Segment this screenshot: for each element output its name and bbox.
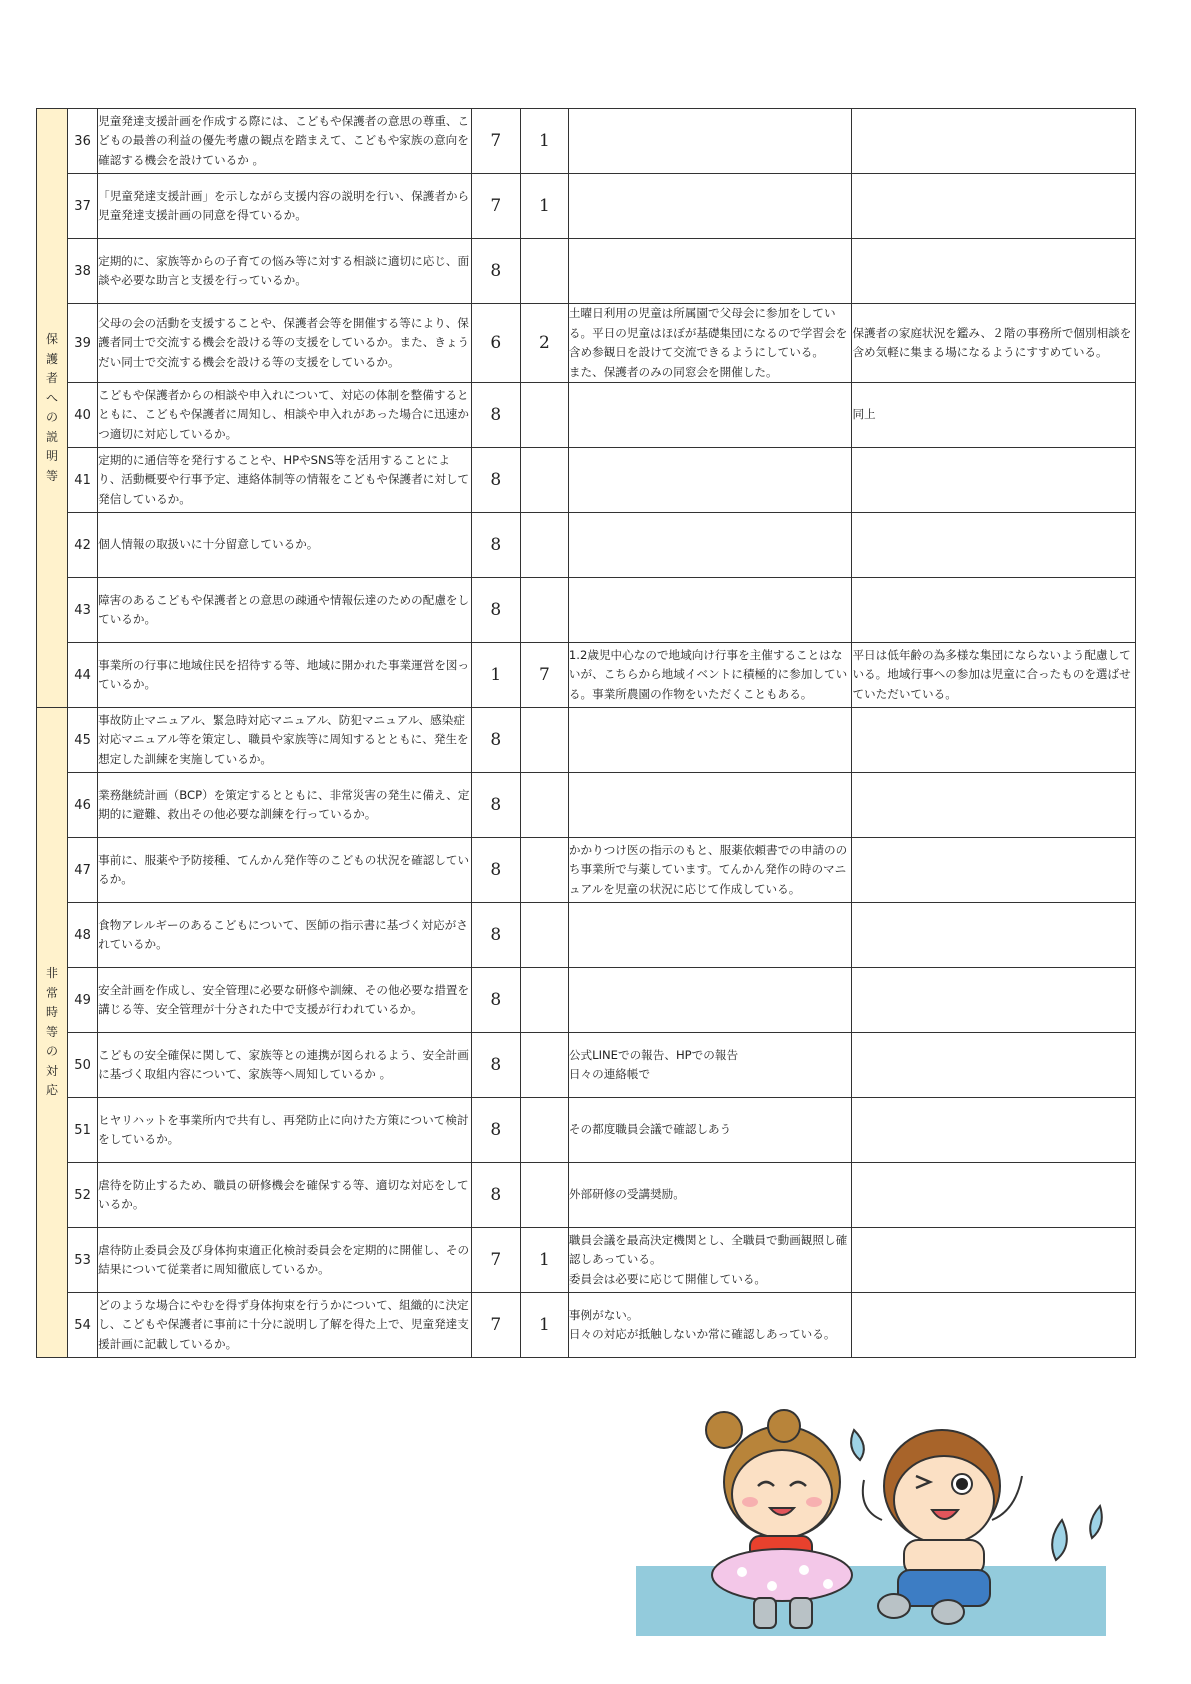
- no-count: 1: [520, 1228, 568, 1293]
- table-row: [37, 773, 1136, 838]
- no-count: 1: [520, 174, 568, 239]
- facility-comment: [568, 903, 852, 968]
- facility-comment: 1.2歳児中心なので地域向け行事を主催することはないが、こちらから地域イベントに積極的に参加している。事業所農園の作物をいただくこともある。: [568, 643, 852, 708]
- facility-comment: [568, 773, 852, 838]
- improvement-comment: [852, 773, 1136, 838]
- facility-comment: [568, 448, 852, 513]
- item-number: 40: [68, 383, 98, 448]
- table-row: [37, 838, 1136, 903]
- item-number: 42: [68, 513, 98, 578]
- yes-count: 8: [471, 578, 520, 643]
- no-count: [520, 838, 568, 903]
- facility-comment: [568, 383, 852, 448]
- improvement-comment: [852, 1033, 1136, 1098]
- category-cell: [37, 109, 68, 708]
- item-number: 48: [68, 903, 98, 968]
- question-text: 業務継続計画（BCP）を策定するとともに、非常災害の発生に備え、定期的に避難、救出その他必要な訓練を行っているか。: [98, 773, 472, 838]
- yes-count: 7: [471, 1228, 520, 1293]
- improvement-comment: [852, 109, 1136, 174]
- question-text: どのような場合にやむを得ず身体拘束を行うかについて、組織的に決定し、こどもや保護者に事前に十分に説明し了解を得た上で、児童発達支援計画に記載しているか。: [98, 1293, 472, 1358]
- improvement-comment: [852, 838, 1136, 903]
- improvement-comment: [852, 448, 1136, 513]
- no-count: [520, 1098, 568, 1163]
- improvement-comment: [852, 513, 1136, 578]
- children-swimming-illustration: [632, 1390, 1132, 1640]
- question-text: 障害のあるこどもや保護者との意思の疎通や情報伝達のための配慮をしているか。: [98, 578, 472, 643]
- no-count: 1: [520, 109, 568, 174]
- facility-comment: その都度職員会議で確認しあう: [568, 1098, 852, 1163]
- evaluation-table: [36, 108, 1136, 1358]
- question-text: 虐待を防止するため、職員の研修機会を確保する等、適切な対応をしているか。: [98, 1163, 472, 1228]
- table-row: [37, 1033, 1136, 1098]
- item-number: 54: [68, 1293, 98, 1358]
- yes-count: 7: [471, 1293, 520, 1358]
- table-row: [37, 578, 1136, 643]
- yes-count: 7: [471, 174, 520, 239]
- yes-count: 8: [471, 1163, 520, 1228]
- yes-count: 8: [471, 708, 520, 773]
- yes-count: 8: [471, 383, 520, 448]
- improvement-comment: [852, 708, 1136, 773]
- no-count: 2: [520, 304, 568, 383]
- question-text: 虐待防止委員会及び身体拘束適正化検討委員会を定期的に開催し、その結果について従業者に周知徹底しているか。: [98, 1228, 472, 1293]
- item-number: 47: [68, 838, 98, 903]
- item-number: 36: [68, 109, 98, 174]
- facility-comment: [568, 708, 852, 773]
- no-count: [520, 383, 568, 448]
- table-row: [37, 109, 1136, 174]
- table-row: [37, 1163, 1136, 1228]
- table-row: [37, 1098, 1136, 1163]
- question-text: 事前に、服薬や予防接種、てんかん発作等のこどもの状況を確認しているか。: [98, 838, 472, 903]
- improvement-comment: [852, 1293, 1136, 1358]
- table-row: [37, 1293, 1136, 1358]
- table-row: [37, 239, 1136, 304]
- question-text: 事業所の行事に地域住民を招待する等、地域に開かれた事業運営を図っているか。: [98, 643, 472, 708]
- table-row: [37, 643, 1136, 708]
- question-text: 安全計画を作成し、安全管理に必要な研修や訓練、その他必要な措置を講じる等、安全管理が十分された中で支援が行われているか。: [98, 968, 472, 1033]
- question-text: こどもの安全確保に関して、家族等との連携が図られるよう、安全計画に基づく取組内容について、家族等へ周知しているか 。: [98, 1033, 472, 1098]
- item-number: 45: [68, 708, 98, 773]
- table-row: [37, 304, 1136, 383]
- no-count: [520, 239, 568, 304]
- question-text: 定期的に、家族等からの子育ての悩み等に対する相談に適切に応じ、面談や必要な助言と支援を行っているか。: [98, 239, 472, 304]
- facility-comment: [568, 239, 852, 304]
- facility-comment: かかりつけ医の指示のもと、服薬依頼書での申請ののち事業所で与薬しています。てんかん発作の時のマニュアルを児童の状況に応じて作成している。: [568, 838, 852, 903]
- no-count: [520, 773, 568, 838]
- improvement-comment: [852, 239, 1136, 304]
- improvement-comment: [852, 903, 1136, 968]
- item-number: 49: [68, 968, 98, 1033]
- no-count: [520, 708, 568, 773]
- improvement-comment: [852, 174, 1136, 239]
- improvement-comment: [852, 968, 1136, 1033]
- improvement-comment: [852, 1098, 1136, 1163]
- no-count: [520, 903, 568, 968]
- question-text: 個人情報の取扱いに十分留意しているか。: [98, 513, 472, 578]
- item-number: 50: [68, 1033, 98, 1098]
- facility-comment: 土曜日利用の児童は所属園で父母会に参加をしている。平日の児童はほぼが基礎集団になるので学習会を含め参観日を設けて交流できるようにしている。 また、保護者のみの同窓会を開催した。: [568, 304, 852, 383]
- item-number: 37: [68, 174, 98, 239]
- table-row: [37, 708, 1136, 773]
- item-number: 46: [68, 773, 98, 838]
- improvement-comment: [852, 578, 1136, 643]
- question-text: こどもや保護者からの相談や申入れについて、対応の体制を整備するとともに、こどもや保護者に周知し、相談や申入れがあった場合に迅速かつ適切に対応しているか。: [98, 383, 472, 448]
- yes-count: 8: [471, 448, 520, 513]
- yes-count: 8: [471, 1033, 520, 1098]
- no-count: 7: [520, 643, 568, 708]
- item-number: 44: [68, 643, 98, 708]
- item-number: 52: [68, 1163, 98, 1228]
- question-text: 事故防止マニュアル、緊急時対応マニュアル、防犯マニュアル、感染症対応マニュアル等を策定し、職員や家族等に周知するとともに、発生を想定した訓練を実施しているか。: [98, 708, 472, 773]
- no-count: 1: [520, 1293, 568, 1358]
- table-row: [37, 383, 1136, 448]
- no-count: [520, 513, 568, 578]
- question-text: 児童発達支援計画を作成する際には、こどもや保護者の意思の尊重、こどもの最善の利益の優先考慮の観点を踏まえて、こどもや家族の意向を確認する機会を設けているか 。: [98, 109, 472, 174]
- category-label: 保護者への説明等: [46, 332, 59, 483]
- improvement-comment: 同上: [852, 383, 1136, 448]
- category-label: 非常時等の対応: [46, 966, 59, 1098]
- no-count: [520, 578, 568, 643]
- facility-comment: [568, 174, 852, 239]
- no-count: [520, 1033, 568, 1098]
- no-count: [520, 448, 568, 513]
- facility-comment: 公式LINEでの報告、HPでの報告 日々の連絡帳で: [568, 1033, 852, 1098]
- facility-comment: [568, 578, 852, 643]
- question-text: ヒヤリハットを事業所内で共有し、再発防止に向けた方策について検討をしているか。: [98, 1098, 472, 1163]
- table-row: [37, 448, 1136, 513]
- improvement-comment: [852, 1228, 1136, 1293]
- yes-count: 6: [471, 304, 520, 383]
- table-row: [37, 513, 1136, 578]
- yes-count: 7: [471, 109, 520, 174]
- item-number: 43: [68, 578, 98, 643]
- improvement-comment: [852, 1163, 1136, 1228]
- question-text: 定期的に通信等を発行することや、HPやSNS等を活用することにより、活動概要や行事予定、連絡体制等の情報をこどもや保護者に対して発信しているか。: [98, 448, 472, 513]
- yes-count: 8: [471, 513, 520, 578]
- facility-comment: 職員会議を最高決定機関とし、全職員で動画観照し確認しあっている。 委員会は必要に応じて開催している。: [568, 1228, 852, 1293]
- table-row: [37, 903, 1136, 968]
- facility-comment: 事例がない。 日々の対応が抵触しないか常に確認しあっている。: [568, 1293, 852, 1358]
- table-row: [37, 174, 1136, 239]
- table-row: [37, 968, 1136, 1033]
- item-number: 38: [68, 239, 98, 304]
- yes-count: 8: [471, 968, 520, 1033]
- table-row: [37, 1228, 1136, 1293]
- no-count: [520, 968, 568, 1033]
- yes-count: 1: [471, 643, 520, 708]
- item-number: 41: [68, 448, 98, 513]
- yes-count: 8: [471, 838, 520, 903]
- question-text: 父母の会の活動を支援することや、保護者会等を開催する等により、保護者同士で交流する機会を設ける等の支援をしているか。また、きょうだい同士で交流する機会を設ける等の支援をしているか。: [98, 304, 472, 383]
- facility-comment: [568, 109, 852, 174]
- question-text: 「児童発達支援計画」を示しながら支援内容の説明を行い、保護者から児童発達支援計画の同意を得ているか。: [98, 174, 472, 239]
- improvement-comment: 保護者の家庭状況を鑑み、２階の事務所で個別相談を含め気軽に集まる場になるようにすすめている。: [852, 304, 1136, 383]
- yes-count: 8: [471, 239, 520, 304]
- facility-comment: 外部研修の受講奨励。: [568, 1163, 852, 1228]
- category-cell: [37, 708, 68, 1358]
- yes-count: 8: [471, 1098, 520, 1163]
- item-number: 39: [68, 304, 98, 383]
- facility-comment: [568, 968, 852, 1033]
- facility-comment: [568, 513, 852, 578]
- item-number: 51: [68, 1098, 98, 1163]
- question-text: 食物アレルギーのあるこどもについて、医師の指示書に基づく対応がされているか。: [98, 903, 472, 968]
- no-count: [520, 1163, 568, 1228]
- item-number: 53: [68, 1228, 98, 1293]
- yes-count: 8: [471, 773, 520, 838]
- improvement-comment: 平日は低年齢の為多様な集団にならないよう配慮している。地域行事への参加は児童に合ったものを選ばせていただいている。: [852, 643, 1136, 708]
- yes-count: 8: [471, 903, 520, 968]
